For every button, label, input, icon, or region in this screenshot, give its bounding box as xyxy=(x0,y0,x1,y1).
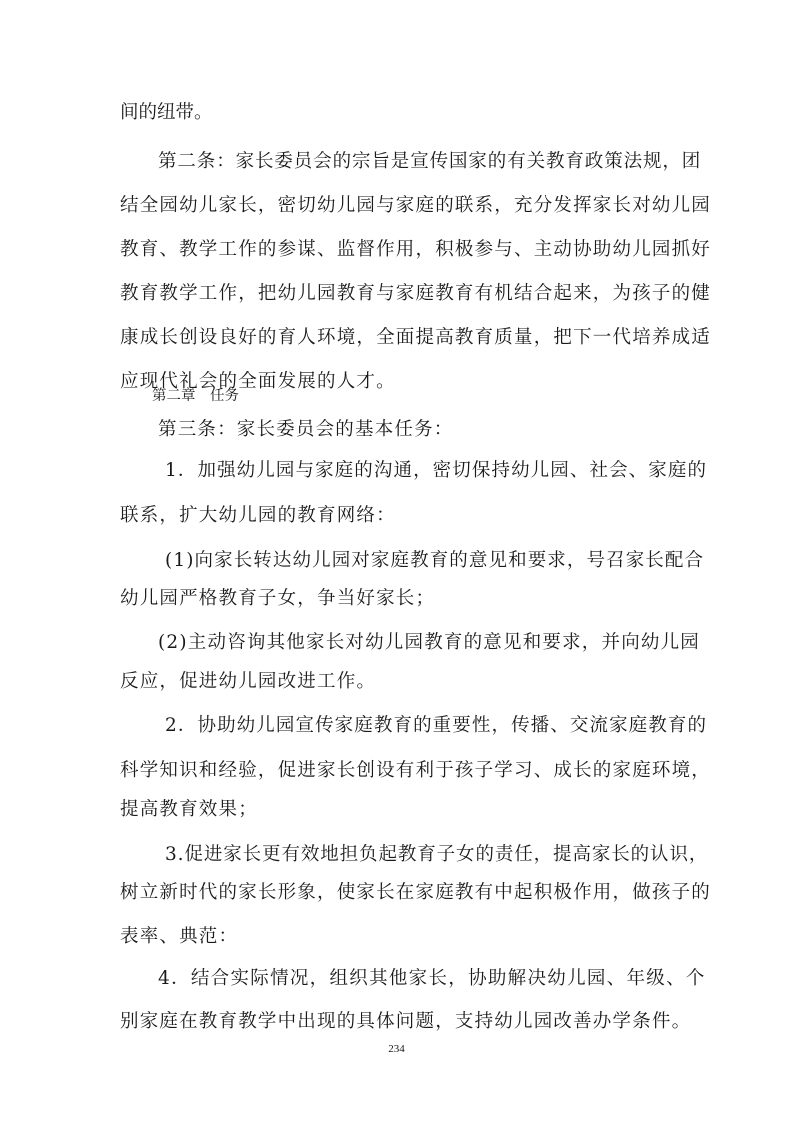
text-line: 幼儿园严格教育子女，争当好家长； xyxy=(120,588,436,609)
text-line: 间的纽带。 xyxy=(120,102,213,123)
text-line: 表率、典范： xyxy=(120,926,239,947)
text-line: 教育、教学工作的参谋、监督作用，积极参与、主动协助幼儿园抓好 xyxy=(120,239,712,260)
text-line: 4．结合实际情况，组织其他家长，协助解决幼儿园、年级、个 xyxy=(158,968,706,989)
page-number: 234 xyxy=(388,1043,405,1055)
text-line: (2)主动咨询其他家长对幼儿园教育的意见和要求，并向幼儿园 xyxy=(158,632,701,653)
text-line: 树立新时代的家长形象，使家长在家庭教有中起积极作用，做孩子的 xyxy=(120,882,712,903)
text-line: 别家庭在教育教学中出现的具体问题，支持幼儿园改善办学条件。 xyxy=(120,1011,692,1032)
text-line: 提高教育效果； xyxy=(120,799,258,820)
text-line: 3.促进家长更有效地担负起教育子女的责任，提高家长的认识， xyxy=(165,844,709,865)
text-line: 康成长创设良好的育人环境，全面提高教育质量，把下一代培养成适 xyxy=(120,327,712,348)
text-line: 科学知识和经验，促进家长创设有利于孩子学习、成长的家庭环境， xyxy=(120,760,712,781)
text-line: 联系，扩大幼儿园的教育网络： xyxy=(120,505,396,526)
text-line: 反应，促进幼儿园改进工作。 xyxy=(120,671,377,692)
text-line: 应现代礼会的全面发展的人才。 xyxy=(120,371,396,392)
text-line: (1)向家长转达幼儿园对家庭教育的意见和要求，号召家长配合 xyxy=(165,550,705,571)
text-line: 第三条：家长委员会的基本任务： xyxy=(158,419,454,440)
text-line: 教育教学工作，把幼儿园教育与家庭教育有机结合起来，为孩子的健 xyxy=(120,283,712,304)
text-line: 2．协助幼儿园宣传家庭教育的重要性，传播、交流家庭教育的 xyxy=(165,715,708,736)
text-line: 结全园幼儿家长，密切幼儿园与家庭的联系，充分发挥家长对幼儿园 xyxy=(120,195,712,216)
text-line: 第二条：家长委员会的宗旨是宣传国家的有关教育政策法规，团 xyxy=(158,151,702,172)
text-line: 1．加强幼儿园与家庭的沟通，密切保持幼儿园、社会、家庭的 xyxy=(165,460,708,481)
chapter-heading: 第二章 任务 xyxy=(152,388,239,404)
